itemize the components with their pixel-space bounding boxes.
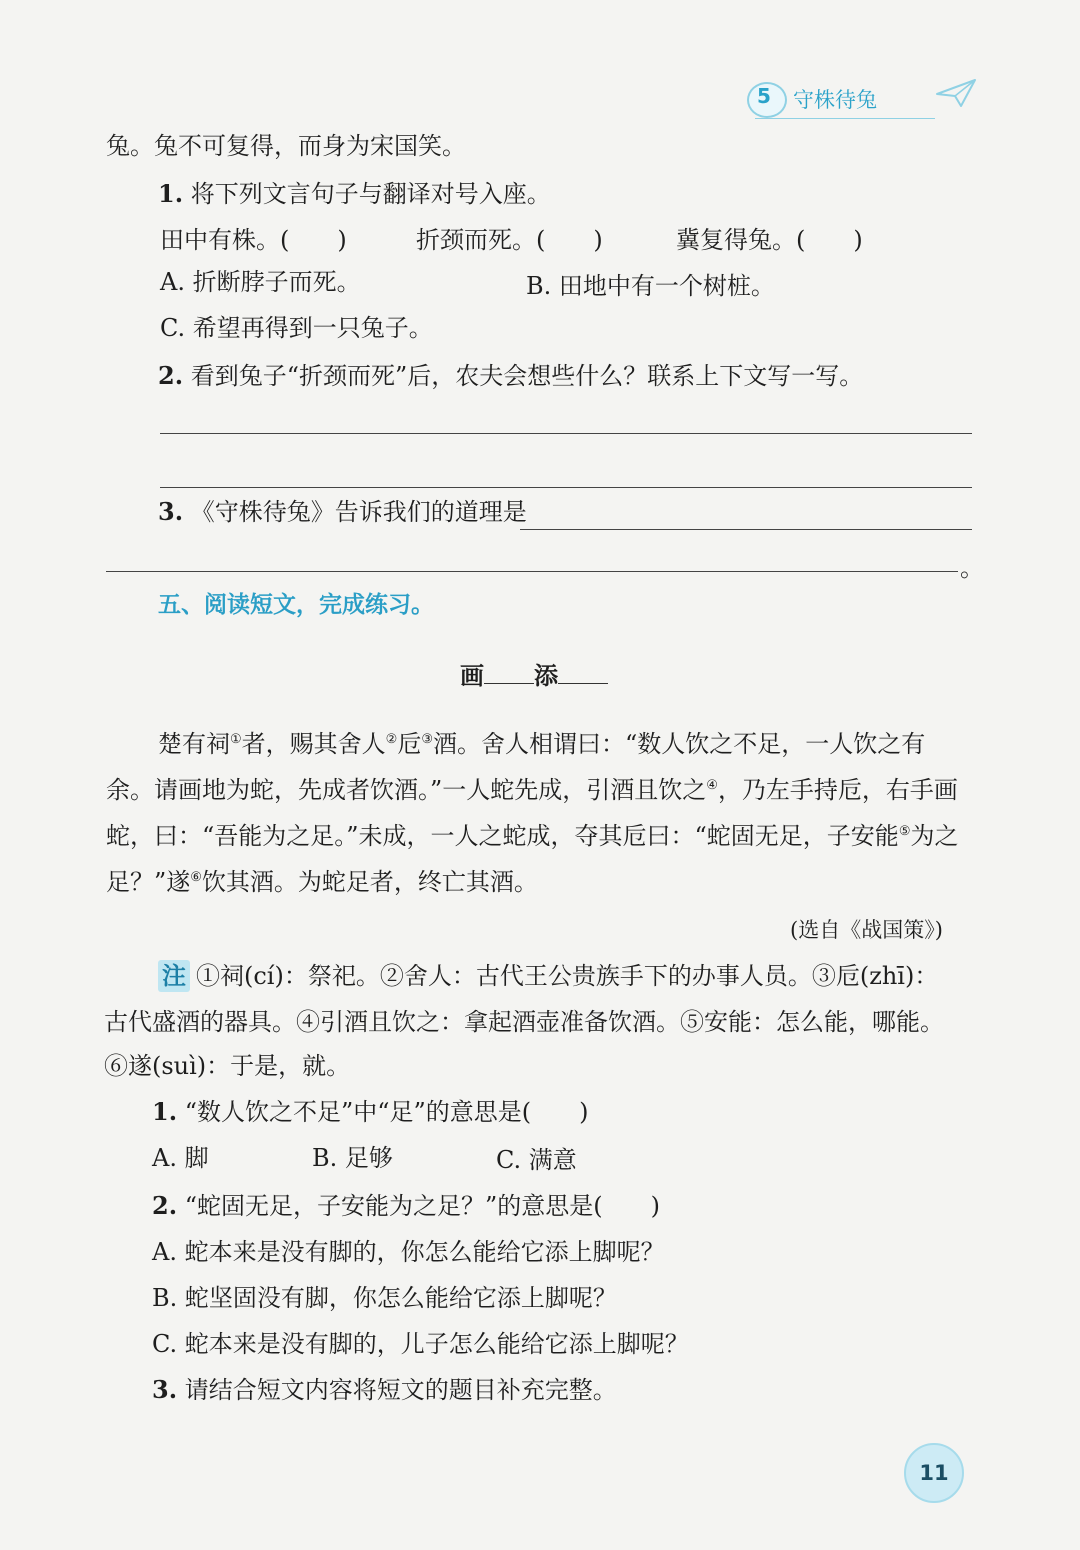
question-3 [158,496,527,528]
lesson-title: 守株待兔 [793,88,877,112]
answer-line[interactable] [106,571,958,572]
lesson-number: 5 [757,84,771,108]
question-number: 3. [158,497,184,526]
answer-line[interactable] [160,433,972,434]
page-number: 11 [904,1443,964,1503]
sub-question-2 [152,1190,660,1222]
question-prompt: “蛇固无足，子安能为之足？”的意思是( ) [184,1192,660,1220]
option-b: B. 足够 [312,1144,393,1172]
answer-line[interactable] [520,529,972,530]
title-blank[interactable] [558,661,608,684]
title-blank[interactable] [484,661,534,684]
question-number: 1. [152,1097,178,1126]
answer-line[interactable] [160,487,972,488]
option-b: B. 田地中有一个树桩。 [526,272,775,300]
story-line: 余。请画地为蛇，先成者饮酒。”一人蛇先成，引酒且饮之④，乃左手持卮，右手画 [106,776,958,804]
sub-question-3 [152,1374,617,1406]
question-prompt: 看到兔子“折颈而死”后，农夫会想些什么？联系上下文写一写。 [190,362,864,390]
match-item-1[interactable]: 田中有株。( ) [160,226,347,254]
story-line: 蛇，曰：“吾能为之足。”未成，一人之蛇成，夺其卮曰：“蛇固无足，子安能⑤为之 [106,822,959,850]
question-number: 2. [152,1191,178,1220]
story-title-char: 画 [460,662,484,690]
question-2 [158,360,863,392]
lesson-header [735,72,975,132]
question-number: 3. [152,1375,178,1404]
option-b: B. 蛇坚固没有脚，你怎么能给它添上脚呢？ [152,1284,617,1312]
sub-question-1 [152,1096,589,1128]
end-period: 。 [960,554,984,582]
option-c: C. 蛇本来是没有脚的，儿子怎么能给它添上脚呢？ [152,1330,689,1358]
option-c: C. 满意 [496,1146,577,1174]
story-title-char: 添 [534,662,558,690]
match-item-2[interactable]: 折颈而死。( ) [416,226,603,254]
note-line: 注 ①祠(cí)：祭祀。②舍人：古代王公贵族手下的办事人员。③卮(zhī)： [158,960,938,992]
passage-end: 兔。兔不可复得，而身为宋国笑。 [106,132,466,160]
question-prompt: 将下列文言句子与翻译对号入座。 [190,180,551,208]
story-title [460,656,608,691]
option-c: C. 希望再得到一只兔子。 [160,314,433,342]
question-1 [158,178,551,210]
question-number: 2. [158,361,184,390]
option-a: A. 折断脖子而死。 [160,268,361,296]
header-underline [755,118,935,119]
option-a: A. 脚 [152,1144,209,1172]
question-prompt: 请结合短文内容将短文的题目补充完整。 [184,1376,617,1404]
story-source: (选自《战国策》) [790,918,943,942]
question-prompt: 《守株待兔》告诉我们的道理是 [190,498,527,526]
note-label: 注 [158,960,190,992]
section-title: 五、阅读短文，完成练习。 [158,592,434,618]
match-item-3[interactable]: 冀复得兔。( ) [676,226,863,254]
question-prompt: “数人饮之不足”中“足”的意思是( ) [184,1098,589,1126]
note-line: 古代盛酒的器具。④引酒且饮之：拿起酒壶准备饮酒。⑤安能：怎么能，哪能。 [104,1008,944,1036]
note-line: ⑥遂(suì)：于是，就。 [104,1052,351,1080]
option-a: A. 蛇本来是没有脚的，你怎么能给它添上脚呢？ [152,1238,665,1266]
story-line: 楚有祠①者，赐其舍人②卮③酒。舍人相谓曰：“数人饮之不足，一人饮之有 [158,730,926,758]
question-number: 1. [158,179,184,208]
paper-plane-icon [935,78,977,108]
story-line: 足？”遂⑥饮其酒。为蛇足者，终亡其酒。 [106,868,538,896]
